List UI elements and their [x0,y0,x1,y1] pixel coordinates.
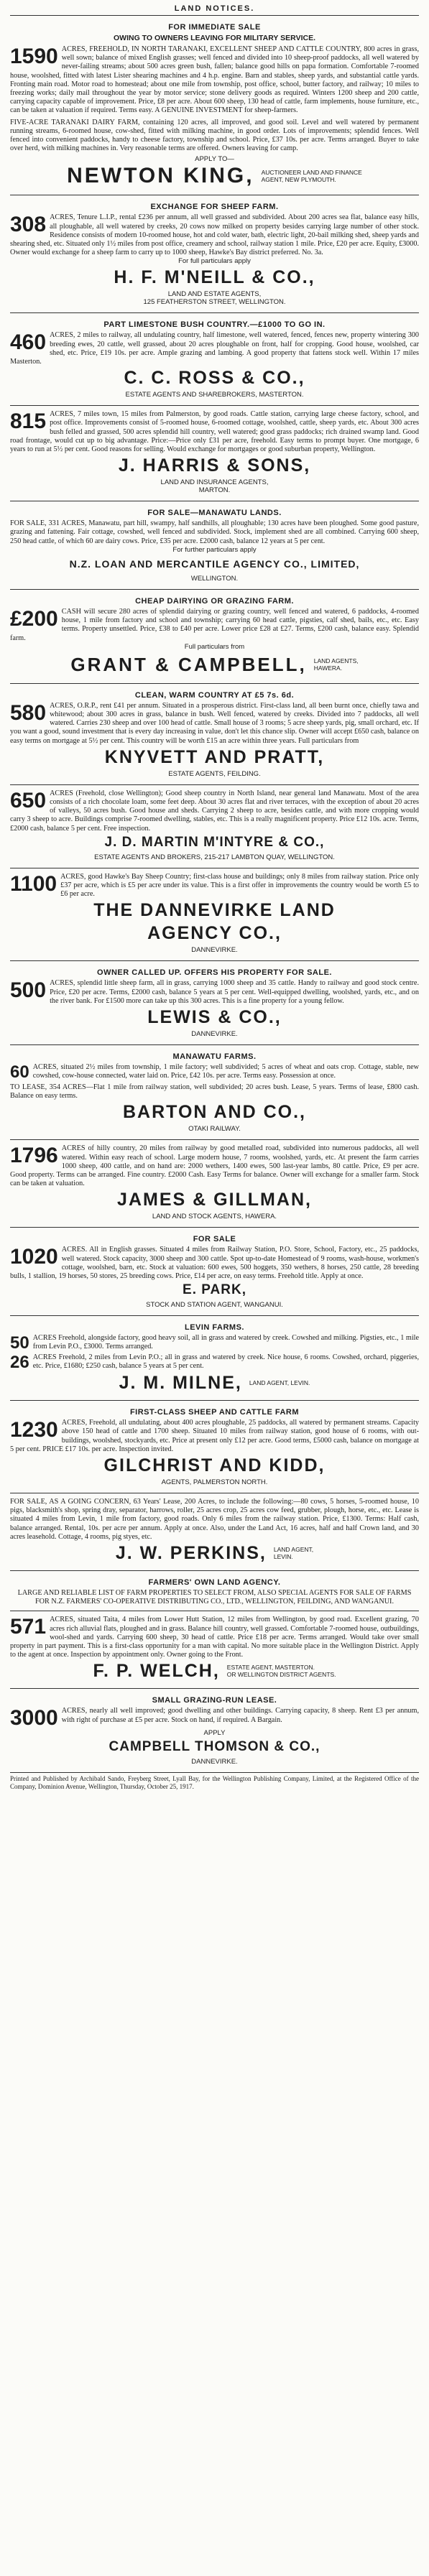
agent-caption: LAND AGENT, LEVIN. [273,1546,314,1561]
agent-block [10,1373,419,1393]
agent-block-2 [10,923,419,943]
acreage-lead: 308 [10,213,47,237]
ad-hilly-country [10,1143,419,1224]
ad-text [10,1419,419,1454]
agent-caption: STOCK AND STATION AGENT, WANGANUI. [146,1301,283,1310]
agent-block [10,556,419,572]
ad-body-2: ACRES Freehold, 2 miles from Levin P.O.; all in grass and watered by creek. Nice house, 6 rooms. Cowshed, orchard, piggeries, etc. Price, £1680; £250 cash, balance 5 years at 5 per cent. [32,1353,419,1371]
agent-block [10,900,419,920]
ad-sheep-cattle-farm [10,1404,419,1490]
page-header: LAND NOTICES. [10,4,419,16]
acreage-lead: 3000 [10,1706,58,1731]
agent-caption: LAND AGENT, LEVIN. [249,1379,310,1387]
ad-text [10,873,419,899]
divider [10,784,419,785]
agent-block [10,835,419,851]
ad-manawatu-lands [10,504,419,586]
agent-name: N.Z. LOAN AND MERCANTILE AGENCY CO., LIMITED, [69,557,360,570]
ad-text [10,1246,419,1281]
divider [10,1400,419,1401]
ad-grazing-run [10,1692,419,1769]
ad-owner-called-up [10,964,419,1042]
acreage-lead: 1100 [10,871,57,896]
divider [10,683,419,684]
divider [10,1688,419,1689]
section-heading: OWNER CALLED UP. OFFERS HIS PROPERTY FOR SALE. [97,968,332,978]
ad-note: Full particulars from [184,642,245,651]
agent-name: GRANT & CAMPBELL, [70,653,307,675]
ad-body: ACRES, 2 miles to railway, all undulating country, half limestone, well watered, fenced, fences new, property wintering 300 breeding ewes, 20 cattle, well grassed, about 20 acres ploughable on front, half for cropping. Good house, woolshed, car shed, etc. Price, £19 10s. per acre. Ample grazing and lambing. A good property that fattens stock well. Within 17 miles Masterton. [10,331,419,366]
divider [10,1044,419,1045]
ad-taranaki-sheep [10,19,419,192]
agent-block [10,653,419,676]
acreage-lead: 650 [10,788,47,812]
agent-name: THE DANNEVIRKE LAND [93,900,336,921]
agent-caption: DANNEVIRKE. [191,1758,238,1766]
agent-block [10,1102,419,1122]
section-heading: SMALL GRAZING-RUN LEASE. [152,1696,277,1705]
divider [10,1227,419,1228]
agent-caption: WELLINGTON. [190,574,239,583]
agent-block [10,1661,419,1681]
section-subheading: OWING TO OWNERS LEAVING FOR MILITARY SERVICE. [114,34,315,42]
agent-name: J. HARRIS & SONS, [118,455,311,476]
agent-caption: LAND AGENTS, HAWERA. [313,657,359,672]
section-heading: PART LIMESTONE BUSH COUNTRY.—£1000 TO GO IN. [103,320,326,330]
ad-levin-farms [10,1319,419,1397]
agent-name: CAMPBELL THOMSON & CO., [109,1739,320,1755]
agent-caption: DANNEVIRKE. [191,946,238,955]
acreage-lead: 1020 [10,1245,58,1269]
agent-caption: ESTATE AGENTS AND SHAREBROKERS, MASTERTON. [125,391,304,399]
divider [10,960,419,961]
agent-block [10,1190,419,1210]
agent-block [10,1455,419,1475]
ad-body: ACRES (Freehold, close Wellington); Good sheep country in North Island, near general land Manawatu. Most of the area consists of a rich chocolate loam, some feet deep. About 30 acres flat and river terraces, with the exception of about 20 acres of valleys, 50 acres bush. Good house and sheds. Carrying 2 sheep to acre, besides cattle, and with more cropping would carry 3 sheep to acre. Buildings comprise 7-roomed dwelling, stables, etc. This is a really magnificent property. Price £12 10s. acre. Terms, £2000 cash, balance 5 per cent. Free inspection. [10,789,419,833]
agent-name: J. D. MARTIN M'INTYRE & CO., [104,834,325,850]
acreage-lead: 580 [10,700,47,725]
ad-text [10,45,419,116]
agent-caption: ESTATE AGENTS AND BROKERS, 215-217 LAMBTON QUAY, WELLINGTON. [94,853,335,861]
ad-text [10,1616,419,1659]
acreage-lead: 571 [10,1615,47,1639]
agent-name: J. W. PERKINS, [115,1543,267,1564]
agent-block [10,368,419,388]
divider [10,312,419,313]
ad-body: ACRES, 7 miles town, 15 miles from Palmerston, by good roads. Cattle station, carrying large cheese factory, school, and post office. Improvements consist of 5-roomed house, 6-roomed cottage, woolshed, cattle, sheep yards, etc. About 300 acres bush felled and grassed, 500 acres splendid hill country, well watered; good grass paddocks; rich drained swamp land. Good road frontage, would cut up to big advantage. Price:—Price only £31 per acre, freehold. Easy terms to prompt buyer. One mortgage, 6 years to run at 5½ per cent. Good reasons for selling. Would exchange for mortgages or good suburban property, Wellington. [10,410,419,454]
ad-note: For further particulars apply [172,545,257,554]
agent-name-2: AGENCY CO., [147,923,282,944]
ad-body: ACRES Freehold, alongside factory, good heavy soil, all in grass and watered by creek. Cowshed and milking. Pigsties, etc., 1 mile from Levin P.O., £3000. Terms arranged. [32,1334,419,1351]
acreage-lead: 50 [10,1333,29,1353]
agent-name: E. PARK, [183,1282,246,1298]
ad-text-2: TO LEASE, 354 ACRES—Flat 1 mile from railway station, well subdivided; 20 acres bush. Lease, 5 years. Terms of lease, £800 cash. Balance on easy terms. [10,1083,419,1101]
ad-going-concern [10,1496,419,1567]
ad-body: ACRES, situated Taita, 4 miles from Lower Hutt Station, 12 miles from Wellington, by good road. Excellent grazing, 70 acres rich alluvial flats, ploughed and in grass. Balance hill country, well grassed. Comfortable 7-roomed house, outbuildings, wool-shed and yards. Carrying 600 sheep, 30 head of cattle. Price £18 per acre. Terms arranged. Would take over small property in part payment. This is a first-class opportunity for a man with capital. No more suitable place in the Wellington District. Apply to the agent at once. Inspection by appointment only. Owner going to the Front. [10,1616,419,1659]
acreage-lead: 1230 [10,1418,58,1442]
acreage-lead: 500 [10,978,47,1003]
agent-name: NEWTON KING, [67,164,254,188]
agent-block [10,1282,419,1298]
agent-name: JAMES & GILLMAN, [117,1190,312,1210]
section-heading: FARMERS' OWN LAND AGENCY. [148,1578,281,1588]
section-heading: FOR SALE—MANAWATU LANDS. [147,509,282,518]
section-heading: FOR SALE [193,1235,236,1244]
ad-manawatu-farms [10,1048,419,1136]
printer-imprint: Printed and Published by Archibald Sando, Freyberg Street, Lyall Bay, for the Wellington Publishing Company, Limited, at the Registered Office of the Company, Dominion Avenue, Wellington, Thursday, October 25, 1917. [10,1772,419,1791]
divider [10,405,419,406]
agent-caption: ESTATE AGENTS, FEILDING. [168,769,261,778]
ad-text-2: FIVE-ACRE TARANAKI DAIRY FARM, containing 120 acres, all improved, and good soil. Level and well watered by permanent running streams, 6-roomed house, cow-shed, fitted with milking machine, in good order. Lots of improvements; splendid fences. Well fenced into convenient paddocks, handy to cheese factory, township and school. Price, £37 10s. per acre. Terms arranged. Buyer to take over herd, with milking machines in. Very reasonable terms are offered. Owners leaving for camp. [10,118,419,153]
section-heading: CLEAN, WARM COUNTRY AT £5 7s. 6d. [134,690,295,700]
agent-name: C. C. ROSS & CO., [124,368,305,389]
section-heading: EXCHANGE FOR SHEEP FARM. [150,203,279,212]
ad-body: ACRES, good Hawke's Bay Sheep Country; first-class house and buildings; only 8 miles from railway station. Price only £37 per acre, which is £5 per acre under its value. This is a first offer in improvements the country would be worth £5 to £6 per acre. [60,872,419,899]
agent-caption: LAND AND INSURANCE AGENTS, MARTON. [160,478,269,495]
section-heading: CHEAP DAIRYING OR GRAZING FARM. [135,596,294,606]
ad-body: ACRES, situated 2½ miles from township, 1 mile factory; well subdivided; 5 acres of wheat and oats crop. Cottage, stable, new cowshed, cow-house connected, water laid on. Price, £42 10s. per acre. Terms easy. Possession at once. [32,1062,419,1080]
section-heading: MANAWATU FARMS. [172,1052,257,1061]
agent-caption: AUCTIONEER LAND AND FINANCE AGENT, NEW PLYMOUTH. [261,169,362,184]
section-heading: FOR IMMEDIATE SALE [168,23,261,32]
ad-text [10,1706,419,1731]
ad-body: FOR SALE, AS A GOING CONCERN, 63 Years' Lease, 200 Acres, to include the following:—80 cows, 5 horses, 5-roomed house, 10 pigs, blacksmith's shop, spring dray, separator, harrows, roller, 25 acres crop, 25 acres cow feed, grubber, plough, horse, etc., etc. Lease is situated 4 miles from Levin, 1 mile from factory, good roads. Only 6 miles from the railway station. Price, £1300. Terms: Half cash, balance arranged. Rental, 10s. per acre per annum. Apply at once. Also, under the Land Act, 16 acres, half and half Crown land, and 30 acres leasehold. Cottage, 4 rooms, pig styes, etc. [10,1498,419,1541]
agent-block [10,1007,419,1027]
ad-body: ACRES, Tenure L.I.P., rental £236 per annum, all well grassed and subdivided. About 200 acres sea flat, balance easy hills, all ploughable, all well watered by creeks, 20 cows now milked on property besides carrying large number of other stock. Residence consists of modern 10-roomed house, hot and cold water, bath, electric light, 20-bail milking shed, sheep yards and shearing shed, etc. Situated only 1½ miles from post office, creamery and school, railway station 1 mile. Price, £20 per acre. Equity, £3000. Owner would exchange for a sheep farm to carry up to 1000 sheep, Hawke's Bay district preferred. No. 3a. [10,213,419,257]
ad-body: ACRES of hilly country, 20 miles from railway by good metalled road, subdivided into numerous paddocks, all well watered. Within easy reach of school. Large modern house, 7 rooms, woolshed, yards, etc. At present the farm carries 1000 sheep, 400 cattle, and on hand are: 2000 wethers, 1400 ewes, 500 last-year lambs, 80 cattle. Price, £9 per acre. Good property. Terms can be arranged. Fine country. £2000 Cash. Easy Terms for balance. Owner will exchange for a smaller farm. Stock can be taken at valuation. [10,1144,419,1188]
apply-line: APPLY TO— [195,155,234,164]
ad-farmers-agency [10,1574,419,1608]
ad-text [10,789,419,833]
divider [10,589,419,590]
ad-warm-country [10,687,419,782]
ad-body: ACRES, nearly all well improved; good dwelling and other buildings. Carrying capacity, 8 sheep. Rent £3 per annum, with right of purchase at £5 per acre. Stock on hand, if required. A Bargain. [61,1707,419,1724]
ad-taita [10,1614,419,1685]
divider [10,1315,419,1316]
ad-body: FOR SALE, 331 ACRES, Manawatu, part hill, swampy, half sandhills, all ploughable; 130 acres have been ploughed. Some good pasture, grazing and fattening. Fair cottage, cowshed, well fenced and subdivided. Stock, implement shed are all combined. Carrying 600 sheep, 250 head cattle, of which 60 are dairy cows. Price, £35 per acre. £2000 cash, balance 12 years at 5 per cent. [10,519,419,545]
ad-body: CASH will secure 280 acres of splendid dairying or grazing country, well fenced and watered, 6 paddocks, 4-roomed house, 1 mile from factory and school and township; carrying 60 head cattle, pigsties, calf shed, bails, etc., etc. Easy terms. Property unsettled. Price, £38 to £40 per acre. Lower price £28 at £27. Terms, £200 cash, balance easy. Splendid farm. [10,607,419,642]
agent-block [10,165,419,187]
ad-body: ACRES, Freehold, all undulating, about 400 acres ploughable, 25 paddocks, all watered by permanent streams. Capacity above 150 head of cattle and 1700 sheep. Situated 10 miles from railway station, good house of 6 rooms, with out-buildings, woolshed, stockyards, etc. Price at present only £12 per acre. Good terms, £5000 cash, balance on mortgage at 5 per cent. PRICE £17 10s. per acre. Inspection invited. [10,1419,419,1453]
agent-block [10,267,419,287]
agent-caption: OTAKI RAILWAY. [188,1125,241,1134]
ad-text [10,331,419,366]
ad-text [10,1063,419,1080]
agent-block [10,455,419,476]
ad-english-grasses [10,1231,419,1312]
price-lead: £200 [10,606,58,631]
ad-exchange-sheep [10,198,419,310]
ad-text-2 [10,1353,419,1371]
agent-block [10,1739,419,1755]
ad-text [10,702,419,746]
agent-caption: AGENTS, PALMERSTON NORTH. [161,1478,268,1486]
agent-caption: ESTATE AGENT, MASTERTON. OR WELLINGTON DISTRICT AGENTS. [226,1664,336,1679]
agent-name: H. F. M'NEILL & CO., [114,267,315,288]
ad-limestone [10,316,419,402]
ad-text [10,608,419,643]
ad-north-island [10,788,419,865]
ad-body: ACRES, O.R.P., rent £41 per annum. Situated in a prosperous district. First-class land, all been burnt once, chiefly tawa and whitewood; about 300 acres in grass, balance in bush. Well fenced, watered by creeks. Divided into 7 paddocks, all well watered. Carries 230 sheep and over 100 head of cattle. Small house of 3 rooms; 5 acre sheep yards, pig, small orchard, etc. If you want a good, sound investment that is every day increasing in value, don't let this chance slip. Owner will accept £650 cash, balance on easy terms on mortgage at 5½ per cent. This country will be worth £15 an acre within three years. Full particulars from [10,701,419,745]
ad-text [10,410,419,454]
acreage-lead: 1796 [10,1144,58,1168]
ad-text [10,979,419,1006]
agent-name: J. M. MILNE, [119,1373,242,1394]
agent-name: F. P. WELCH, [93,1661,220,1682]
agent-name: GILCHRIST AND KIDD, [103,1455,326,1475]
acreage-lead-2: 26 [10,1353,29,1373]
ad-hawkes-bay [10,871,419,958]
ad-text [10,213,419,257]
acreage-lead: 60 [10,1062,29,1082]
agent-caption: LAND AND ESTATE AGENTS, 125 FEATHERSTON STREET, WELLINGTON. [143,290,286,307]
agent-block [10,747,419,767]
agent-caption: DANNEVIRKE. [191,1029,238,1038]
agent-name: KNYVETT AND PRATT, [104,746,325,767]
agent-block [10,1543,419,1563]
section-heading: LEVIN FARMS. [184,1323,244,1333]
agent-name: BARTON AND CO., [123,1102,306,1123]
section-heading: FIRST-CLASS SHEEP AND CATTLE FARM [129,1408,300,1417]
ad-text [10,1334,419,1351]
ad-cattle-station [10,409,419,498]
ad-note: APPLY [203,1729,226,1738]
divider [10,1570,419,1571]
ad-body: LARGE AND RELIABLE LIST OF FARM PROPERTIES TO SELECT FROM, ALSO SPECIAL AGENTS FOR SALE OF FARMS FOR N.Z. FARMERS' CO-OPERATIVE DISTRIBUTING CO., LTD., WELLINGTON, FEILDING, AND WANGANUI. [17,1589,412,1606]
ad-body: ACRES, splendid little sheep farm, all in grass, carrying 1000 sheep and 35 cattle. Handy to railway and good stock centre. Price, £20 per acre. Terms, £2000 cash, balance 5 years at 5 per cent. Well-equipped dwelling, woolshed, yards, etc., and on the river bank. For £1500 more can take up this 300 acres. This is a fine property for a young fellow. [50,979,419,1005]
ad-dairy-grazing [10,593,419,680]
acreage-lead: 1590 [10,45,58,68]
ad-note: For full particulars apply [178,257,251,266]
agent-caption: LAND AND STOCK AGENTS, HAWERA. [152,1213,277,1221]
ad-body: ACRES, FREEHOLD, IN NORTH TARANAKI, EXCELLENT SHEEP AND CATTLE COUNTRY, 800 acres in grass, well sown; balance of mixed English grasses; well fenced and divided into 10 sheep-proof paddocks, all well watered by never-failing streams; about 500 acres green bush, fallen; balance good hills on papa formation. Comfortable 7-roomed house, woolshed, fitted with latest Lister shearing machines and 4 h.p. engine. Barn and stables, sheep yards, and substantial cattle yards. Fronting main road. Motor road to homestead; about one mile from township, post office, school, butter factory, and railway; 10 miles to freezing works; daily mail throughout the year by motor service; stone delivery goods as required. Winters 1200 sheep and 200 cattle, carrying capacity capable of improvement. Price, £8 per acre. About 600 sheep, 130 head of cattle, farm implements, house furniture, etc., can be taken at valuation if required. Terms easy. A GENUINE INVESTMENT for sheep-farmers. [10,45,419,115]
agent-name: LEWIS & CO., [147,1006,282,1027]
ad-text [10,1144,419,1188]
ad-body: ACRES. All in English grasses. Situated 4 miles from Railway Station, P.O. Store, School, Factory, etc., 25 paddocks, well watered. Stock capacity, 3000 sheep and 300 cattle. Spot up-to-date Homestead of 9 rooms, wash-house, workmen's cottage, woolshed, barn, etc. Stock at valuation: 600 ewes, 500 hoggets, 350 wethers, 8 horses, 250 cattle, 28 breeding bulls, 1 stallion, 19 horses, 50 stores, 25 breeding cows. Price, £14 per acre, on easy terms. Freehold title. Apply at once. [10,1246,419,1280]
acreage-lead: 460 [10,330,47,355]
acreage-lead: 815 [10,409,47,434]
divider [10,1139,419,1140]
